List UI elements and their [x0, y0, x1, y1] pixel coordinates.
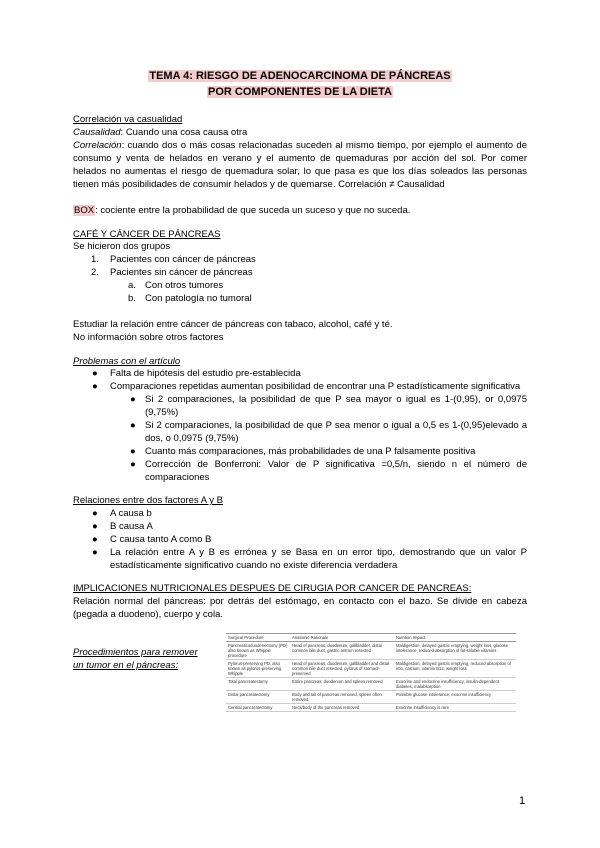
table-cell: Central pancreatectomy — [226, 704, 290, 712]
cafe-intro: Se hicieron dos grupos — [73, 241, 171, 252]
cafe-item-num-1: 1. — [91, 254, 99, 265]
problemas-heading: Problemas con el artículo — [73, 356, 181, 367]
table-header: Nutrition Impact — [394, 634, 516, 642]
causalidad-label: Causalidad — [73, 127, 121, 138]
problemas-sub-1a: Si 2 comparaciones, la posibilidad de que P sea mayor o igual es 1-(0,95), or 0,0975 — [145, 394, 527, 405]
problemas-sub-3: Cuanto más comparaciones, más probabilidades de una P falsamente positiva — [145, 446, 476, 457]
relaciones-bullet-3: C causa tanto A como B — [110, 534, 212, 545]
table-row — [226, 691, 516, 704]
sub-bullet-dot: ● — [130, 420, 136, 431]
table-cell: Head of pancreas, duodenum, gallbladder, distal common bile duct, gastric antrum resected — [290, 642, 394, 660]
table-row — [226, 678, 516, 691]
problemas-bullet-1: Falta de hipótesis del estudio pre-establecida — [110, 368, 301, 379]
bullet-dot: ● — [92, 521, 98, 532]
table-cell: Body and tail of pancreas removed, spleen often removed — [290, 691, 394, 704]
table-cell: Entire pancreas, duodenum and spleen removed — [290, 678, 394, 691]
table-cell: Possible glucose intolerance, exocrine insufficiency — [394, 691, 516, 704]
bullet-dot: ● — [92, 381, 98, 392]
cafe-item-2: Pacientes sin cáncer de páncreas — [110, 267, 253, 278]
bullet-dot: ● — [92, 547, 98, 558]
cafe-study-1: Estudiar la relación entre cáncer de páncreas con tabaco, alcohol, café y té. — [73, 319, 393, 330]
title-highlight-2: POR COMPONENTES DE LA DIETA — [208, 86, 392, 98]
correlacion-line-3: helados no aumentas el riesgo de quemadura solar, lo que pasa es que los días soleados las personas — [73, 166, 527, 177]
box-definition — [73, 204, 410, 217]
problemas-sub-2b: dos, o 0,0975 (9,75%) — [145, 433, 239, 444]
table-cell: Exocrine insufficiency is rare — [394, 704, 516, 712]
correlacion-line-2: consumo y venta de helados en verano y el aumento de quemaduras por acción del sol. Por comer — [73, 153, 527, 164]
title-line-1 — [0, 70, 600, 82]
sub-bullet-dot: ● — [130, 394, 136, 405]
relaciones-bullet-1: A causa b — [110, 508, 152, 519]
correlacion-line-4: tienen más posibilidades de consumir helados y de quemarse. Correlación ≠ Causalidad — [73, 179, 445, 190]
problemas-sub-1b: (9,75%) — [145, 407, 179, 418]
problemas-bullet-2: Comparaciones repetidas aumentan posibilidad de encontrar una P estadísticamente significativa — [110, 381, 521, 392]
table-cell: Total pancreatectomy — [226, 678, 290, 691]
problemas-sub-2a: Si 2 comparaciones, la posibilidad de que P sea menor o igual a 0,5 es 1-(0,95)elevado a — [145, 420, 527, 431]
cafe-subitem-num-a: a. — [128, 280, 136, 291]
correlacion-heading: Correlación va casualidad — [73, 114, 183, 125]
box-text: : cociente entre la probabilidad de que suceda un suceso y que no suceda. — [95, 205, 411, 216]
cafe-study-2: No información sobre otros factores — [73, 332, 224, 343]
cafe-subitem-a: Con otros tumores — [145, 280, 224, 291]
correlacion-line-1 — [73, 139, 527, 152]
table-header: Anatomic Rationale — [290, 634, 394, 642]
surgical-procedures-table — [226, 633, 516, 712]
table-header: Surgical Procedure — [226, 634, 290, 642]
relaciones-bullet-4b: estadísticamente significativo cuando no existe diferencia verdadera — [110, 560, 398, 571]
box-label: BOX — [74, 205, 95, 216]
page-number: 1 — [519, 795, 526, 807]
cafe-item-1: Pacientes con cáncer de páncreas — [110, 254, 256, 265]
causalidad-text: : Cuando una cosa causa otra — [120, 127, 248, 138]
table-cell: Pylorus-preserving PD, also known as pylorus-preserving Whipple — [226, 660, 290, 678]
sub-bullet-dot: ● — [130, 459, 136, 470]
implicaciones-text-2: (pegada a duodeno), cuerpo y cola. — [73, 609, 223, 620]
cafe-heading: CAFÉ Y CÁNCER DE PÁNCREAS — [73, 229, 221, 240]
bullet-dot: ● — [92, 534, 98, 545]
table-row — [226, 660, 516, 678]
table-cell: Pancreaticoduodenectomy (PD) also known as Whipple procedure — [226, 642, 290, 660]
cafe-subitem-num-b: b. — [128, 293, 136, 304]
causalidad-line — [73, 126, 247, 139]
relaciones-bullet-4a: La relación entre A y B es errónea y se Basa en un error tipo, demostrando que un valor P — [110, 547, 527, 558]
bullet-dot: ● — [92, 508, 98, 519]
table-cell: Maldigestion, delayed gastric emptying, reduced absorption of iron, calcium, vitamin B12, weight loss — [394, 660, 516, 678]
problemas-sub-4a: Corrección de Bonferroni: Valor de P significativa =0,5/n, siendo n el número de — [145, 459, 527, 470]
table-row — [226, 642, 516, 660]
table-header-row — [226, 634, 516, 642]
relaciones-bullet-2: B causa A — [110, 521, 153, 532]
bullet-dot: ● — [92, 368, 98, 379]
title-line-2 — [0, 86, 600, 98]
table-cell: Maldigestion, delayed gastric emptying, weight loss, glucose intolerance, reduced absorption of fat-soluble vitamins — [394, 642, 516, 660]
table-row — [226, 704, 516, 712]
implicaciones-heading: IMPLICACIONES NUTRICIONALES DESPUES DE CIRUGIA POR CANCER DE PANCREAS: — [73, 583, 472, 594]
cafe-item-num-2: 2. — [91, 267, 99, 278]
correlacion-text-1: : cuando dos o más cosas relacionadas suceden al mismo tiempo, por ejemplo el aumento de — [121, 140, 527, 151]
cafe-subitem-b: Con patología no tumoral — [145, 293, 252, 304]
implicaciones-text-1: Relación normal del páncreas: por detrás del estómago, en contacto con el bazo. Se divide en cabeza — [73, 596, 527, 607]
table-cell: Neck/body of the pancreas removed — [290, 704, 394, 712]
title-highlight-1: TEMA 4: RIESGO DE ADENOCARCINOMA DE PÁNCREAS — [149, 70, 451, 82]
correlacion-label: Correlación — [73, 140, 122, 151]
table-cell: Exocrine and endocrine insufficiency, insulin-dependent diabetes, malabsorption — [394, 678, 516, 691]
sub-bullet-dot: ● — [130, 446, 136, 457]
table-cell: Distal pancreatectomy — [226, 691, 290, 704]
problemas-sub-4b: comparaciones — [145, 472, 210, 483]
relaciones-heading: Relaciones entre dos factores A y B — [73, 495, 223, 506]
procedimientos-label-1: Procedimientos para remover — [73, 647, 198, 658]
table-cell: Head of pancreas, duodenum, gallbladder and distal common bile duct resected, pylorus of stomach preserved — [290, 660, 394, 678]
procedimientos-label-2: un tumor en el páncreas: — [73, 660, 179, 671]
